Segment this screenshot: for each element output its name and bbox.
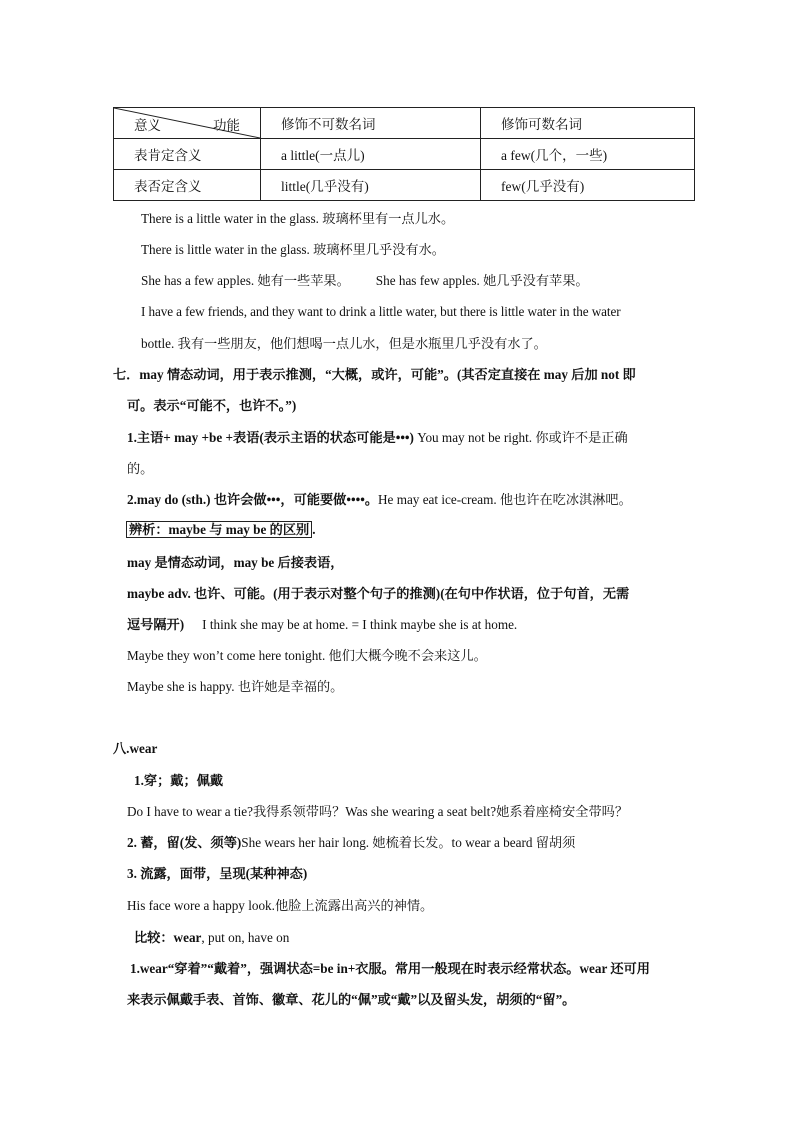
comparison-heading <box>134 929 289 947</box>
cell-countable: a few(几个，一些) <box>481 139 695 170</box>
header-countable: 修饰可数名词 <box>481 108 695 139</box>
comparison-box: 辨析：maybe 与 may be 的区别 <box>126 521 312 538</box>
rule-text: 逗号隔开) <box>127 617 185 632</box>
example-line <box>141 272 589 290</box>
wear-usage-1-cont: 来表示佩戴手表、首饰、徽章、花儿的“佩”或“戴”以及留头发，胡须的“留”。 <box>127 992 576 1007</box>
example-text: You may not be right. 你或许不是正确 <box>413 430 628 445</box>
cell-countable: few(几乎没有) <box>481 170 695 201</box>
example-line: There is little water in the glass. 玻璃杯里几乎没有水。 <box>141 242 445 257</box>
comparison-box-line <box>126 521 316 539</box>
example-line: There is a little water in the glass. 玻璃杯里有一点儿水。 <box>141 211 455 226</box>
may-note: may 是情态动词，may be 后接表语， <box>127 555 344 570</box>
period: . <box>312 522 316 537</box>
example-line: Do I have to wear a tie?我得系领带吗？Was she wearing a seat belt?她系着座椅安全带吗？ <box>127 804 629 819</box>
wear-sense-1: 1.穿；戴；佩戴 <box>134 773 224 788</box>
few-little-table <box>113 107 695 201</box>
example-text: He may eat ice-cream. 他也许在吃冰淇淋吧。 <box>378 492 632 507</box>
header-uncountable: 修饰不可数名词 <box>261 108 481 139</box>
rule-text: 2. 蓄，留(发、须等) <box>127 835 242 850</box>
cell-uncountable: a little(一点儿) <box>261 139 481 170</box>
wear-usage-1: 1.wear“穿着”“戴着”，强调状态=be in+衣服。常用一般现在时表示经常状态。wear 还可用 <box>130 961 650 976</box>
may-point-1-cont: 的。 <box>127 461 154 476</box>
rule-text: 2.may do (sth.) 也许会做•••，可能要做••••。 <box>127 492 379 507</box>
example-text: I think she may be at home. = I think maybe she is at home. <box>202 617 518 632</box>
may-point-1 <box>127 429 628 447</box>
row-label: 表否定含义 <box>114 170 261 201</box>
example-line: Maybe she is happy. 也许她是幸福的。 <box>127 679 344 694</box>
example-line: I have a few friends, and they want to drink a little water, but there is little water in the water <box>141 304 621 319</box>
table-row <box>114 139 695 170</box>
wear-sense-2 <box>127 834 575 852</box>
cell-uncountable: little(几乎没有) <box>261 170 481 201</box>
table-row <box>114 170 695 201</box>
row-label: 表肯定含义 <box>114 139 261 170</box>
example-text: , put on, have on <box>201 930 290 945</box>
example-text: She has few apples. 她几乎没有苹果。 <box>375 273 589 288</box>
example-line: bottle. 我有一些朋友，他们想喝一点儿水，但是水瓶里几乎没有水了。 <box>141 336 547 351</box>
header-meaning: 意义 <box>134 118 161 133</box>
section-heading-may-cont: 可。表示“可能不，也许不。”) <box>127 398 297 413</box>
maybe-note-cont <box>127 616 517 634</box>
table-header-row <box>114 108 695 139</box>
section-heading-wear: 八.wear <box>113 741 158 756</box>
example-text: She wears her hair long. 她梳着长发。to wear a beard 留胡须 <box>241 835 576 850</box>
example-line: Maybe they won’t come here tonight. 他们大概今晚不会来这儿。 <box>127 648 487 663</box>
wear-sense-3: 3. 流露，面带，呈现(某种神态) <box>127 866 308 881</box>
header-function: 功能 <box>213 118 240 133</box>
maybe-note: maybe adv. 也许、可能。(用于表示对整个句子的推测)(在句中作状语，位于句首，无需 <box>127 586 630 601</box>
may-point-2 <box>127 491 632 509</box>
diagonal-header-cell <box>114 108 261 139</box>
example-line: His face wore a happy look.他脸上流露出高兴的神情。 <box>127 898 434 913</box>
example-text: She has a few apples. 她有一些苹果。 <box>141 273 350 288</box>
rule-text: 1.主语+ may +be +表语(表示主语的状态可能是•••) <box>127 430 414 445</box>
rule-text: 比较：wear <box>134 930 202 945</box>
section-heading-may: 七．may 情态动词，用于表示推测，“大概，或许，可能”。(其否定直接在 may 后加 not 即 <box>113 367 636 382</box>
